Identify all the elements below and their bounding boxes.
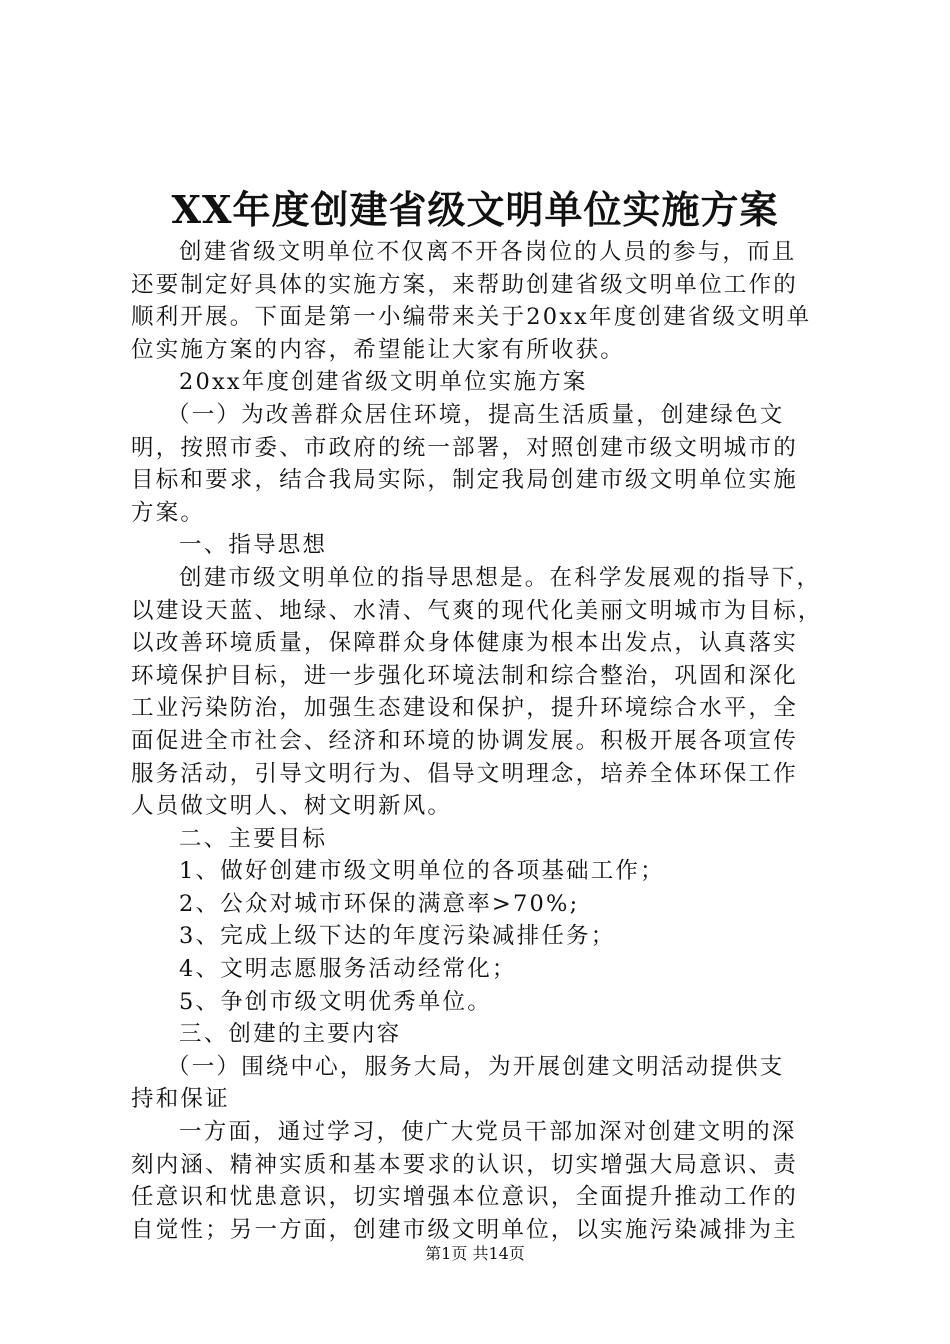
body-line: 一方面，通过学习，使广大党员干部加深对创建文明的深 bbox=[179, 1119, 797, 1146]
body-line: 刻内涵、精神实质和基本要求的认识，切实增强大局意识、责 bbox=[131, 1151, 798, 1178]
list-item: 2、公众对城市环保的满意率>70%; bbox=[179, 890, 580, 917]
body-line: 服务活动，引导文明行为、倡导文明理念，培养全体环保工作 bbox=[131, 760, 798, 787]
body-line: 还要制定好具体的实施方案，来帮助创建省级文明单位工作的 bbox=[131, 271, 798, 298]
body-line: 方案。 bbox=[131, 499, 206, 526]
body-line: 顺利开展。下面是第一小编带来关于20xx年度创建省级文明单 bbox=[131, 304, 812, 331]
body-line: 任意识和忧患意识，切实增强本位意识，全面提升推动工作的 bbox=[131, 1184, 798, 1211]
body-line: 以改善环境质量，保障群众身体健康为根本出发点，认真落实 bbox=[131, 630, 798, 657]
list-item: 1、做好创建市级文明单位的各项基础工作； bbox=[179, 858, 665, 885]
body-line: 创建省级文明单位不仅离不开各岗位的人员的参与，而且 bbox=[179, 239, 797, 265]
list-item: 5、争创市级文明优秀单位。 bbox=[179, 988, 492, 1015]
section-heading: 一、指导思想 bbox=[179, 532, 328, 559]
body-line: 以建设天蓝、地绿、水清、气爽的现代化美丽文明城市为目标， bbox=[131, 597, 823, 624]
section-heading: 二、主要目标 bbox=[179, 825, 328, 852]
body-line: 位实施方案的内容，希望能让大家有所收获。 bbox=[131, 336, 626, 363]
body-line: 自觉性；另一方面，创建市级文明单位，以实施污染减排为主 bbox=[131, 1216, 798, 1243]
body-line: 人员做文明人、树文明新风。 bbox=[131, 793, 453, 820]
section-heading: 三、创建的主要内容 bbox=[179, 1021, 402, 1048]
body-line: 持和保证 bbox=[131, 1086, 230, 1113]
body-line: 明，按照市委、市政府的统一部署，对照创建市级文明城市的 bbox=[131, 434, 798, 461]
list-item: 4、文明志愿服务活动经常化； bbox=[179, 956, 517, 983]
body-line: （一）为改善群众居住环境，提高生活质量，创建绿色文 bbox=[167, 401, 785, 428]
document-title: XX年度创建省级文明单位实施方案 bbox=[171, 187, 779, 232]
body-line: 工业污染防治，加强生态建设和保护，提升环境综合水平，全 bbox=[131, 695, 798, 722]
section-heading: 20xx年度创建省级文明单位实施方案 bbox=[179, 369, 588, 396]
body-line: 目标和要求，结合我局实际，制定我局创建市级文明单位实施 bbox=[131, 467, 798, 494]
body-line: 面促进全市社会、经济和环境的协调发展。积极开展各项宣传 bbox=[131, 727, 798, 754]
list-item: 3、完成上级下达的年度污染减排任务； bbox=[179, 923, 616, 950]
page-footer: 第1页 共14页 bbox=[425, 1244, 525, 1263]
body-line: 环境保护目标，进一步强化环境法制和综合整治，巩固和深化 bbox=[131, 662, 798, 689]
body-line: （一）围绕中心，服务大局，为开展创建文明活动提供支 bbox=[167, 1053, 785, 1080]
body-line: 创建市级文明单位的指导思想是。在科学发展观的指导下， bbox=[179, 564, 822, 591]
document-body bbox=[131, 236, 831, 1246]
